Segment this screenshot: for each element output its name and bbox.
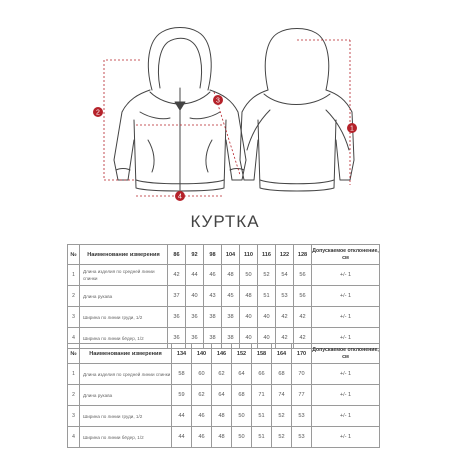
measurement-name-header: Наименование измерения [80,344,172,364]
size-value: 70 [292,364,312,385]
size-header: 110 [240,245,258,265]
size-header: 116 [258,245,276,265]
size-value: 50 [232,427,252,448]
size-value: 77 [292,385,312,406]
measurement-name: Ширина по линии бёдер, 1/2 [80,328,168,349]
size-value: 54 [276,265,294,286]
size-value: 64 [212,385,232,406]
table-row [68,286,380,307]
size-value: 48 [212,427,232,448]
size-value: 45 [222,286,240,307]
size-value: 64 [232,364,252,385]
size-value: 44 [172,406,192,427]
deviation-value: +/- 1 [312,427,380,448]
size-value: 42 [294,328,312,349]
size-value: 46 [192,406,212,427]
size-header: 122 [276,245,294,265]
size-value: 56 [294,286,312,307]
row-number: 4 [68,328,80,349]
size-value: 40 [258,328,276,349]
size-value: 38 [222,307,240,328]
size-value: 62 [192,385,212,406]
svg-text:2: 2 [96,109,100,117]
deviation-value: +/- 1 [312,307,380,328]
size-header: 158 [252,344,272,364]
row-number: 4 [68,427,80,448]
size-value: 40 [240,328,258,349]
size-value: 36 [186,328,204,349]
size-value: 44 [172,427,192,448]
row-number: 2 [68,385,80,406]
size-value: 48 [212,406,232,427]
table-row [68,265,380,286]
size-value: 52 [272,406,292,427]
size-value: 38 [204,328,222,349]
size-value: 36 [186,307,204,328]
svg-text:4: 4 [178,193,182,201]
row-number: 3 [68,406,80,427]
size-value: 53 [292,427,312,448]
jacket-illustration [0,0,450,210]
size-value: 36 [168,328,186,349]
measurement-name: Длина изделия по средней линии спинки [80,364,172,385]
size-value: 51 [258,286,276,307]
size-header: 152 [232,344,252,364]
dimension-marker-1 [347,123,357,133]
size-value: 48 [240,286,258,307]
measurement-name: Ширина по линии груди, 1/2 [80,406,172,427]
number-header: № [68,344,80,364]
size-value: 59 [172,385,192,406]
size-value: 58 [172,364,192,385]
measurement-name: Длина рукава [80,385,172,406]
size-value: 42 [276,307,294,328]
size-value: 43 [204,286,222,307]
size-value: 68 [272,364,292,385]
measurement-name: Ширина по линии груди, 1/2 [80,307,168,328]
table-header-row [68,245,380,265]
table-row [68,307,380,328]
size-value: 56 [294,265,312,286]
size-header: 128 [294,245,312,265]
deviation-value: +/- 1 [312,364,380,385]
size-value: 48 [222,265,240,286]
size-value: 50 [232,406,252,427]
size-value: 40 [240,307,258,328]
size-value: 42 [168,265,186,286]
table-header-row [68,344,380,364]
deviation-header: Допускаемое отклонение, см [312,344,380,364]
size-value: 40 [186,286,204,307]
size-header: 98 [204,245,222,265]
size-value: 42 [276,328,294,349]
deviation-value: +/- 1 [312,328,380,349]
size-value: 62 [212,364,232,385]
size-value: 38 [204,307,222,328]
size-value: 46 [192,427,212,448]
dimension-marker-4 [175,191,185,201]
dimension-marker-3 [213,95,223,105]
dimension-marker-2 [93,107,103,117]
measurement-name: Ширина по линии бёдер, 1/2 [80,427,172,448]
deviation-header: Допускаемое отклонение, см [312,245,380,265]
size-value: 44 [186,265,204,286]
size-value: 42 [294,307,312,328]
jacket-front-drawing [114,28,246,192]
size-value: 38 [222,328,240,349]
row-number: 3 [68,307,80,328]
size-value: 51 [252,427,272,448]
deviation-value: +/- 1 [312,286,380,307]
table-row [68,406,380,427]
size-header: 92 [186,245,204,265]
size-header: 146 [212,344,232,364]
row-number: 2 [68,286,80,307]
size-header: 134 [172,344,192,364]
size-value: 51 [252,406,272,427]
measurement-name: Длина рукава [80,286,168,307]
size-value: 71 [252,385,272,406]
size-value: 52 [258,265,276,286]
size-value: 40 [258,307,276,328]
table-row [68,427,380,448]
deviation-value: +/- 1 [312,385,380,406]
row-number: 1 [68,265,80,286]
size-value: 53 [276,286,294,307]
size-table-small [67,244,380,349]
table-row [68,385,380,406]
number-header: № [68,245,80,265]
size-value: 50 [240,265,258,286]
size-header: 104 [222,245,240,265]
table-row [68,364,380,385]
size-header: 140 [192,344,212,364]
size-value: 46 [204,265,222,286]
size-header: 170 [292,344,312,364]
size-header: 164 [272,344,292,364]
deviation-value: +/- 1 [312,265,380,286]
measurement-name: Длина изделия по средней линии спинки [80,265,168,286]
product-title: КУРТКА [190,212,260,231]
measurement-name-header: Наименование измерения [80,245,168,265]
size-value: 68 [232,385,252,406]
deviation-value: +/- 1 [312,406,380,427]
row-number: 1 [68,364,80,385]
size-value: 52 [272,427,292,448]
size-value: 66 [252,364,272,385]
size-table-large [67,343,380,448]
svg-text:3: 3 [216,97,220,105]
size-value: 74 [272,385,292,406]
size-header: 86 [168,245,186,265]
size-value: 53 [292,406,312,427]
size-value: 60 [192,364,212,385]
size-value: 36 [168,307,186,328]
jacket-back-drawing [240,29,354,192]
size-value: 37 [168,286,186,307]
svg-text:1: 1 [350,125,354,133]
